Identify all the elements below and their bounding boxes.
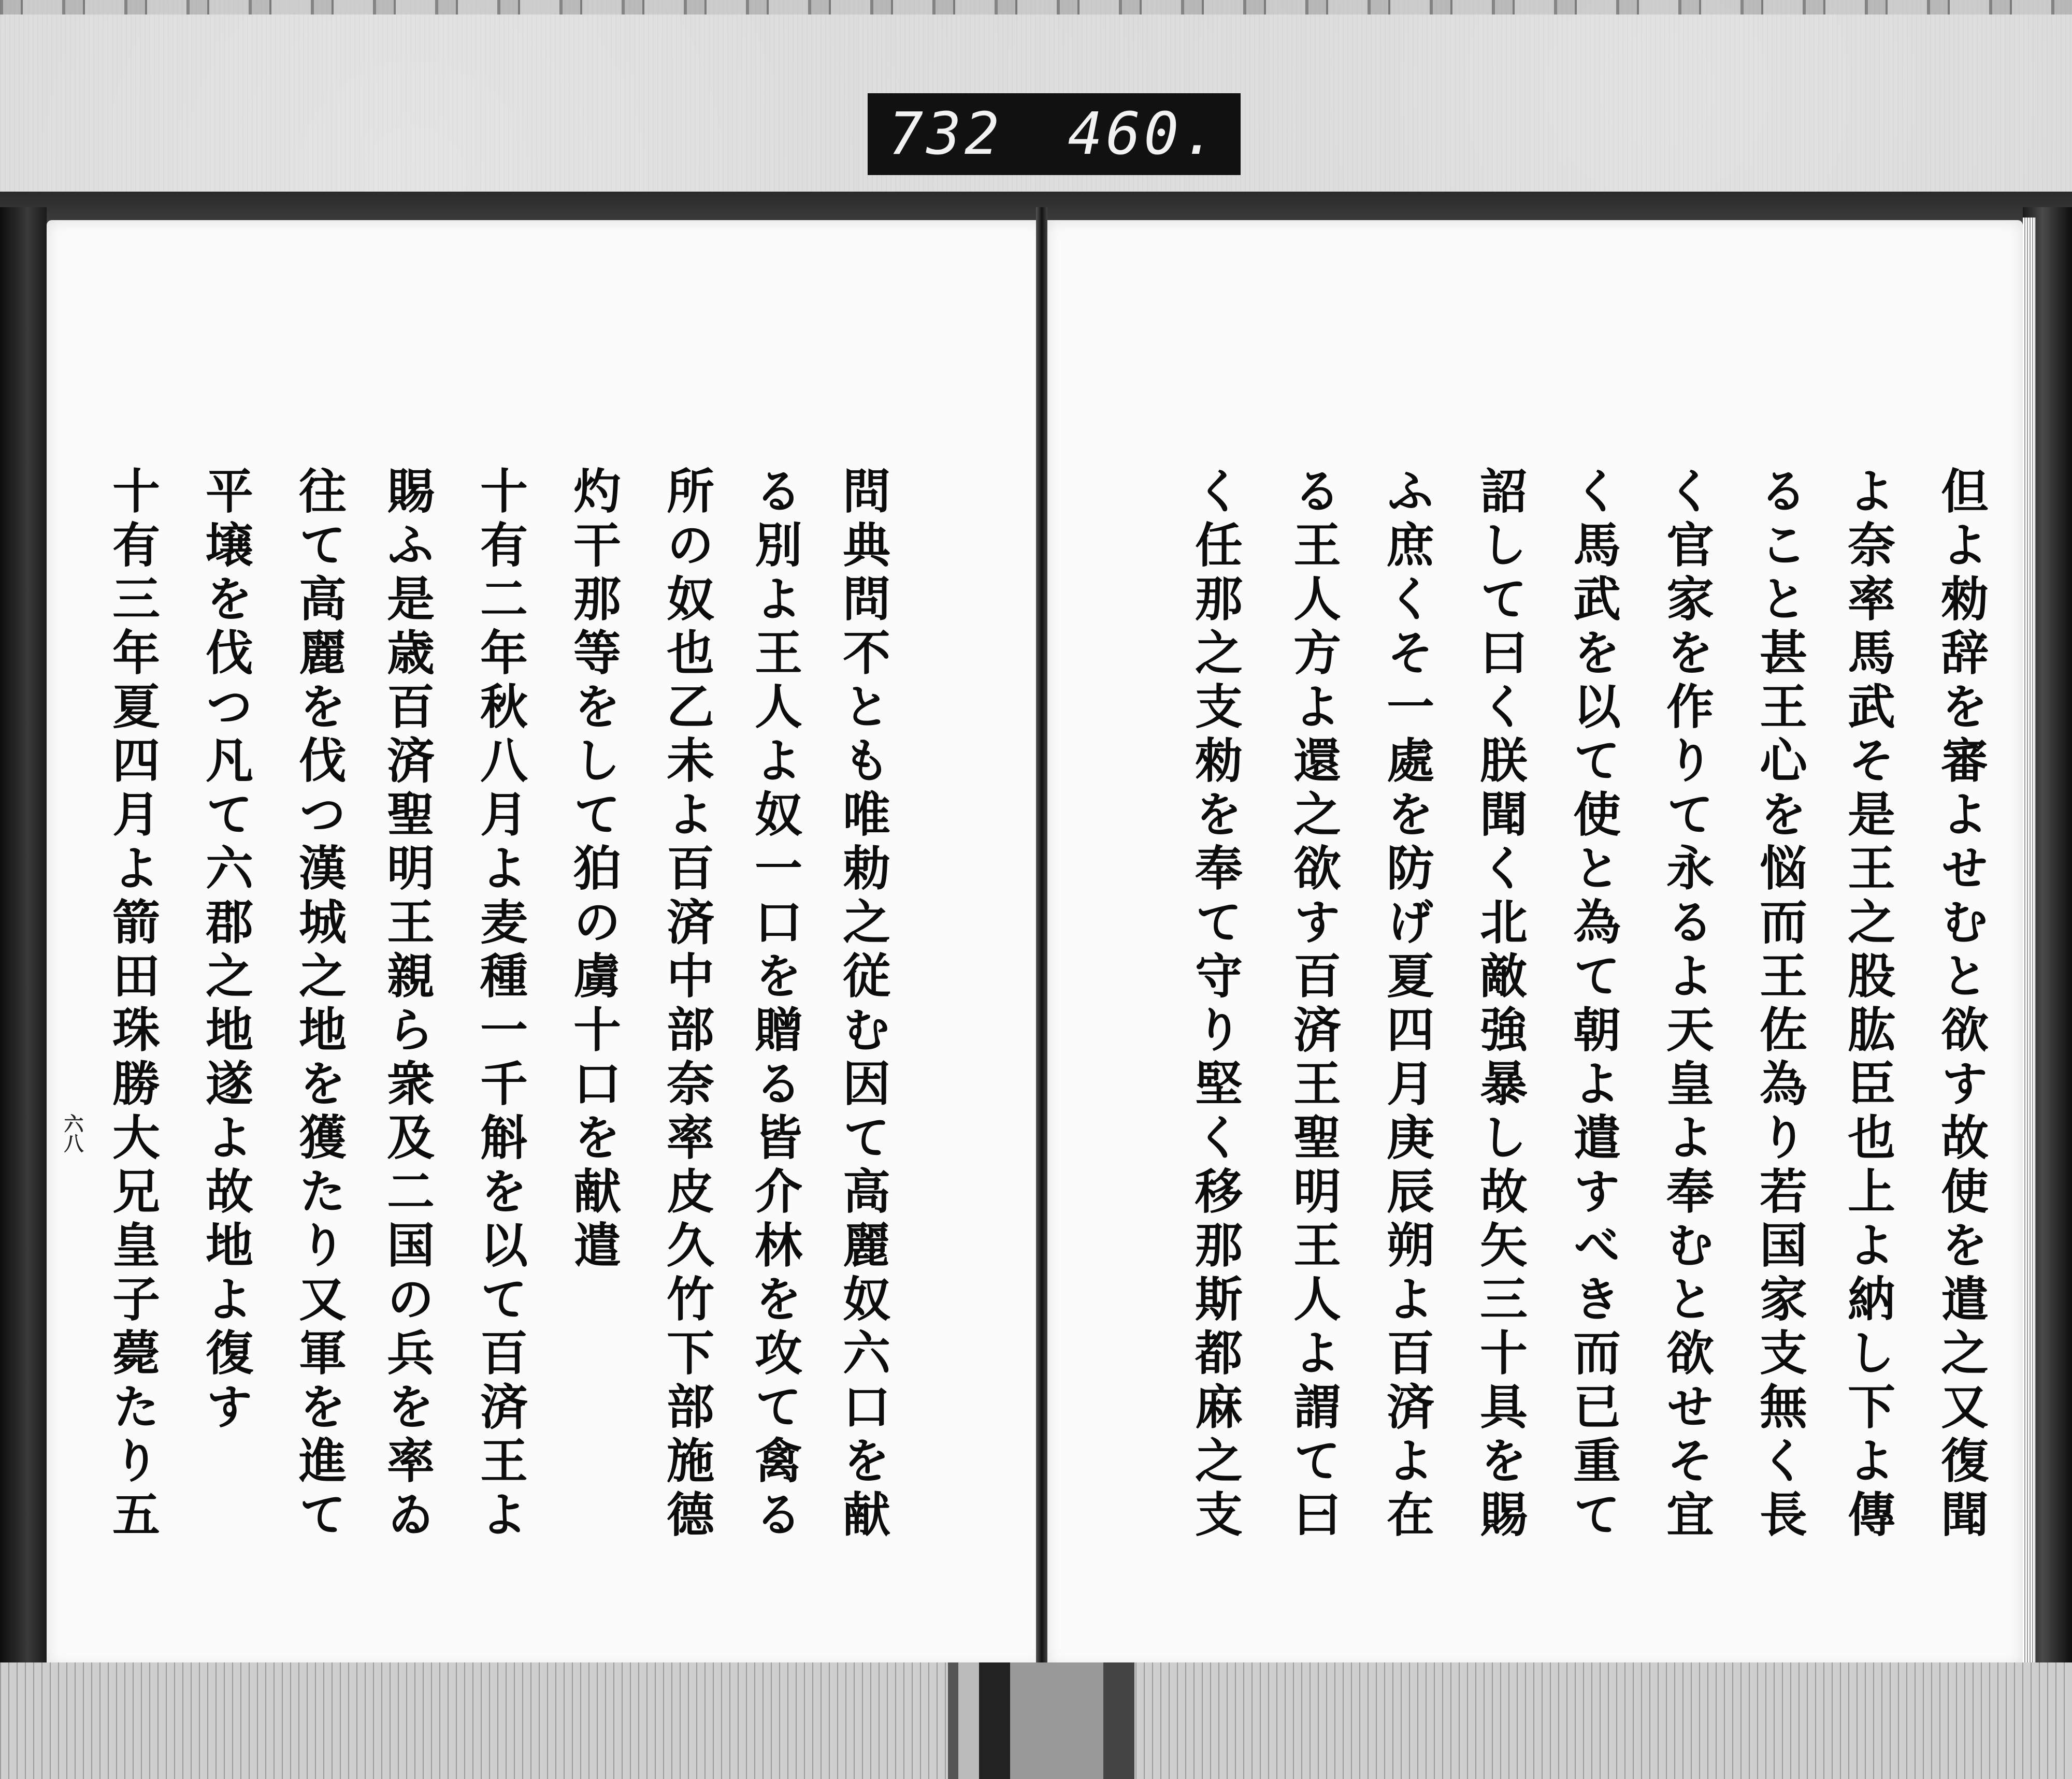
left-page-column-9: 十有三年夏四月よ箭田珠勝大兄皇子薨たり五 — [105, 466, 161, 1543]
scanner-clip — [948, 1662, 1134, 1779]
right-page-column-5: く馬武を以て使と為て朝よ遣すべき而已重て — [1565, 466, 1621, 1543]
cover-left-edge — [0, 207, 47, 1709]
right-page-column-7: ふ庶くそ一處を防げ夏四月庚辰朔よ百済よ在 — [1379, 466, 1435, 1543]
left-page-column-5: 十有二年秋八月よ麦種一千斛を以て百済王よ — [472, 466, 528, 1543]
left-page-column-4: 灼干那等をして狛の虜十口を献遣 — [566, 466, 622, 1274]
film-edge-top — [0, 0, 2072, 15]
right-page-column-3: ること甚王心を悩而王佐為り若国家支無く長 — [1752, 466, 1808, 1543]
right-page-column-1: 但よ勑辞を審よせむと欲す故使を遣之又復聞 — [1933, 466, 1989, 1543]
right-page-column-9: く任那之支勑を奉て守り堅く移那斯都麻之支 — [1187, 466, 1243, 1543]
frame-number: 460. — [1068, 100, 1220, 168]
page-stack-edge — [2023, 218, 2036, 1673]
book-gutter — [1036, 207, 1047, 1699]
right-page-column-2: よ奈率馬武そ是王之股肱臣也上よ納し下よ傳 — [1840, 466, 1896, 1543]
left-page-column-1: 問典問不とも唯勅之従む因て高麗奴六口を献 — [835, 466, 891, 1543]
right-page-column-4: く官家を作りて永るよ天皇よ奉むと欲せそ宜 — [1659, 466, 1715, 1543]
microfilm-reel-label — [868, 93, 1241, 175]
left-page-column-8: 平壌を伐つ凡て六郡之地遂よ故地よ復す — [198, 466, 254, 1436]
left-page-column-2: る別よ王人よ奴一口を贈る皆介林を攻て禽る — [747, 466, 803, 1543]
reel-number: 732 — [888, 100, 1003, 168]
left-page-column-7: 往て高麗を伐つ漢城之地を獲たり又軍を進て — [291, 466, 347, 1543]
left-page-column-3: 所の奴也乙未よ百済中部奈率皮久竹下部施德 — [659, 466, 715, 1543]
right-page-column-8: る王人方よ還之欲す百済王聖明王人よ謂て曰 — [1286, 466, 1342, 1543]
page-number: 六八 — [61, 1113, 84, 1153]
left-page — [47, 220, 1046, 1668]
right-page-column-6: 詔して曰く朕聞く北敵強暴し故矢三十具を賜 — [1472, 466, 1528, 1543]
left-page-column-6: 賜ふ是歳百済聖明王親ら衆及二国の兵を率ゐ — [379, 466, 435, 1543]
